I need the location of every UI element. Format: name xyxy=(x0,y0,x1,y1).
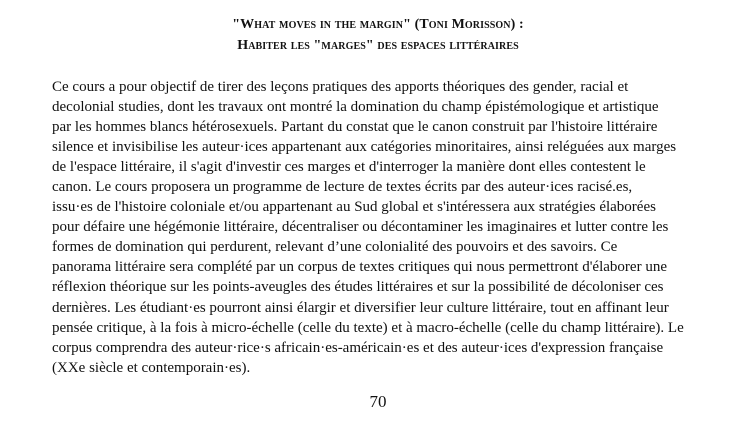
course-title-line-1: "What moves in the margin" (Toni Morisson) : xyxy=(232,17,524,32)
description-line: decolonial studies, dont les travaux ont montré la domination du champ épistémologique et artistique xyxy=(52,99,659,116)
description-line: canon. Le cours proposera un programme de lecture de textes écrits par des auteur·ices racisé.es, xyxy=(52,179,633,196)
description-line: pour défaire une hégémonie littéraire, décentraliser ou décontaminer les imaginaires et lutter contre les xyxy=(52,219,669,236)
description-line: panorama littéraire sera complété par un corpus de textes critiques qui nous permettront d'élaborer une xyxy=(52,259,667,276)
description-line: par les hommes blancs hétérosexuels. Partant du constat que le canon construit par l'histoire littéraire xyxy=(52,119,658,136)
description-line: silence et invisibilise les auteur·ices appartenant aux catégories minoritaires, ainsi reléguées aux marges xyxy=(52,139,677,156)
course-title-line-2: Habiter les "marges" des espaces littéraires xyxy=(237,38,519,53)
description-line: corpus comprendra des auteur·rice·s africain·es-américain·es et des auteur·ices d'expression française xyxy=(52,339,664,356)
description-line: réflexion théorique sur les points-aveugles des études littéraires et sur la possibilité de décoloniser ces xyxy=(52,279,664,296)
course-description xyxy=(52,77,732,378)
description-line: (XXe siècle et contemporain·es). xyxy=(52,359,251,376)
description-line: dernières. Les étudiant·es pourront ainsi élargir et diversifier leur culture littéraire, tout en affinant leur xyxy=(52,299,669,316)
page-number: 70 xyxy=(369,392,387,411)
description-line: Ce cours a pour objectif de tirer des leçons pratiques des apports théoriques des gender, racial et xyxy=(52,79,629,95)
description-line: issu·es de l'histoire coloniale et/ou appartenant au Sud global et s'intéressera aux stratégies élaborées xyxy=(52,199,656,216)
description-line: formes de domination qui perdurent, relevant d’une colonialité des pouvoirs et des savoirs. Ce xyxy=(52,239,618,256)
description-line: de l'espace littéraire, il s'agit d'investir ces marges et d'interroger la manière dont elles contestent le xyxy=(52,159,646,176)
description-line: pensée critique, à la fois à micro-échelle (celle du texte) et à macro-échelle (celle du champ littéraire). Le xyxy=(52,319,684,336)
